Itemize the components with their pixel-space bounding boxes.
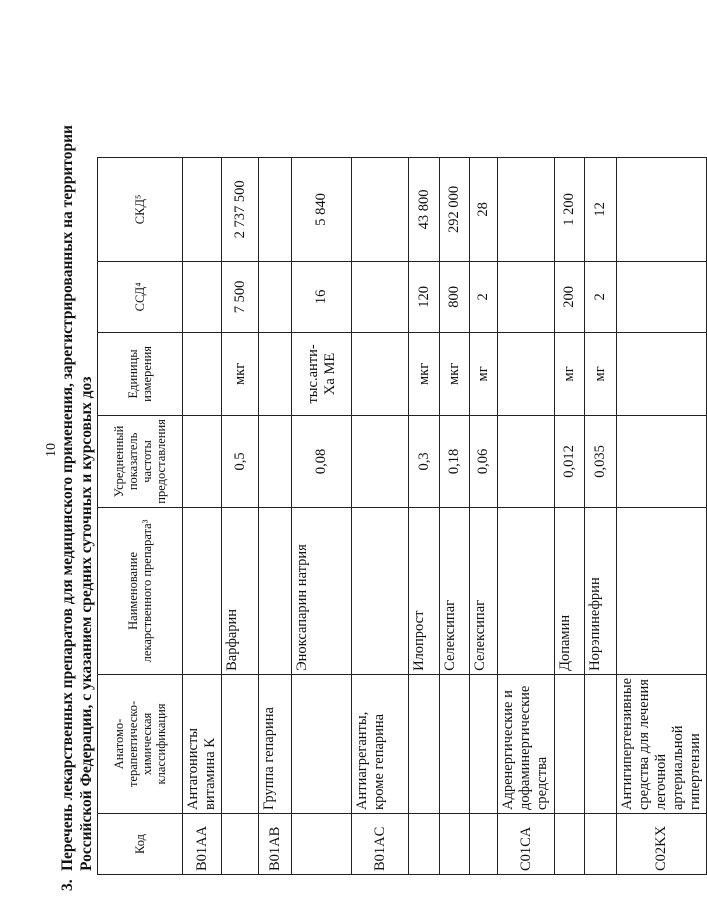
- table-row: [292, 157, 352, 874]
- cell-drug: Норэпинефрин: [585, 507, 617, 674]
- cell-atc: Антигипертензивные средства для лечения легочной артериальной гипертензии: [617, 674, 707, 813]
- cell-atc: Антагонисты витамина К: [183, 674, 222, 813]
- cell-skd: 5 840: [292, 157, 352, 261]
- cell-freq: [617, 415, 707, 507]
- cell-freq: 0,035: [585, 415, 617, 507]
- header-freq: Усредненный показатель частоты предоставления: [98, 415, 183, 507]
- cell-skd: [352, 157, 409, 261]
- cell-ssd: 120: [409, 261, 440, 332]
- cell-drug: Илопрост: [409, 507, 440, 674]
- cell-unit: [617, 332, 707, 415]
- cell-unit: мкг: [440, 332, 470, 415]
- cell-drug: Варфарин: [222, 507, 259, 674]
- cell-ssd: 800: [440, 261, 470, 332]
- cell-code: [440, 814, 470, 875]
- page-number: 10: [44, 443, 59, 457]
- cell-atc: Группа гепарина: [259, 674, 292, 813]
- cell-freq: 0,08: [292, 415, 352, 507]
- cell-code: [555, 814, 585, 875]
- cell-drug: [617, 507, 707, 674]
- cell-drug: Селексипаг: [440, 507, 470, 674]
- cell-drug: Допамин: [555, 507, 585, 674]
- header-unit: Единицы измерения: [98, 332, 183, 415]
- cell-freq: 0,012: [555, 415, 585, 507]
- cell-code: [470, 814, 498, 875]
- cell-ssd: 7 500: [222, 261, 259, 332]
- cell-code: [222, 814, 259, 875]
- drug-table: [97, 157, 707, 875]
- cell-skd: [259, 157, 292, 261]
- heading-line-2: Российской Федерации, с указанием средних суточных и курсовых доз: [78, 376, 95, 871]
- cell-freq: 0,3: [409, 415, 440, 507]
- header-atc: Анатомо-терапевтическо-химическая классификация: [98, 674, 183, 813]
- cell-unit: мкг: [222, 332, 259, 415]
- cell-drug: [498, 507, 555, 674]
- cell-atc: [585, 674, 617, 813]
- cell-code: [409, 814, 440, 875]
- cell-drug: [352, 507, 409, 674]
- cell-code: C01CA: [498, 814, 555, 875]
- cell-freq: [183, 415, 222, 507]
- cell-drug: [183, 507, 222, 674]
- cell-ssd: [352, 261, 409, 332]
- header-ssd: ССД⁴: [98, 261, 183, 332]
- cell-atc: [555, 674, 585, 813]
- header-skd: СКД⁵: [98, 157, 183, 261]
- cell-unit: мкг: [409, 332, 440, 415]
- cell-unit: мг: [470, 332, 498, 415]
- cell-unit: [498, 332, 555, 415]
- cell-code: B01AA: [183, 814, 222, 875]
- table-row: [617, 157, 707, 874]
- cell-drug: Эноксапарин натрия: [292, 507, 352, 674]
- header-drug: Наименование лекарственного препарата³: [98, 507, 183, 674]
- table-row: [555, 157, 585, 874]
- table-row: [352, 157, 409, 874]
- cell-code: B01AC: [352, 814, 409, 875]
- cell-ssd: 2: [470, 261, 498, 332]
- table-body: [183, 157, 707, 874]
- cell-freq: [352, 415, 409, 507]
- cell-unit: мг: [585, 332, 617, 415]
- cell-skd: [617, 157, 707, 261]
- cell-freq: [259, 415, 292, 507]
- cell-drug: Селексипаг: [470, 507, 498, 674]
- cell-skd: 2 737 500: [222, 157, 259, 261]
- cell-ssd: 2: [585, 261, 617, 332]
- cell-skd: [498, 157, 555, 261]
- cell-skd: [183, 157, 222, 261]
- table-row: [222, 157, 259, 874]
- cell-code: [585, 814, 617, 875]
- cell-code: [292, 814, 352, 875]
- cell-ssd: 16: [292, 261, 352, 332]
- cell-atc: [222, 674, 259, 813]
- cell-atc: Адренергические и дофаминергические средства: [498, 674, 555, 813]
- cell-skd: 28: [470, 157, 498, 261]
- table-row: [259, 157, 292, 874]
- section-heading: [58, 61, 96, 891]
- cell-unit: [352, 332, 409, 415]
- table-header-row: [98, 157, 183, 874]
- heading-text-1: Перечень лекарственных препаратов для медицинского применения, зарегистрированных на территории: [59, 125, 76, 871]
- cell-freq: 0,5: [222, 415, 259, 507]
- cell-drug: [259, 507, 292, 674]
- table-row: [440, 157, 470, 874]
- cell-skd: 292 000: [440, 157, 470, 261]
- table-row: [498, 157, 555, 874]
- cell-freq: 0,18: [440, 415, 470, 507]
- cell-skd: 1 200: [555, 157, 585, 261]
- cell-ssd: [183, 261, 222, 332]
- cell-code: C02KX: [617, 814, 707, 875]
- cell-unit: [183, 332, 222, 415]
- cell-atc: [409, 674, 440, 813]
- cell-ssd: [617, 261, 707, 332]
- table-row: [470, 157, 498, 874]
- cell-skd: 43 800: [409, 157, 440, 261]
- heading-number: 3.: [59, 879, 76, 891]
- cell-ssd: [498, 261, 555, 332]
- cell-ssd: [259, 261, 292, 332]
- table-row: [409, 157, 440, 874]
- table-row: [585, 157, 617, 874]
- heading-line-1: [58, 61, 77, 891]
- cell-unit: тыс.анти-Ха МЕ: [292, 332, 352, 415]
- cell-ssd: 200: [555, 261, 585, 332]
- cell-freq: [498, 415, 555, 507]
- cell-atc: [440, 674, 470, 813]
- header-code: Код: [98, 814, 183, 875]
- cell-atc: [470, 674, 498, 813]
- cell-atc: Антиагреганты, кроме гепарина: [352, 674, 409, 813]
- cell-unit: мг: [555, 332, 585, 415]
- cell-freq: 0,06: [470, 415, 498, 507]
- cell-unit: [259, 332, 292, 415]
- table-row: [183, 157, 222, 874]
- cell-code: B01AB: [259, 814, 292, 875]
- cell-skd: 12: [585, 157, 617, 261]
- cell-atc: [292, 674, 352, 813]
